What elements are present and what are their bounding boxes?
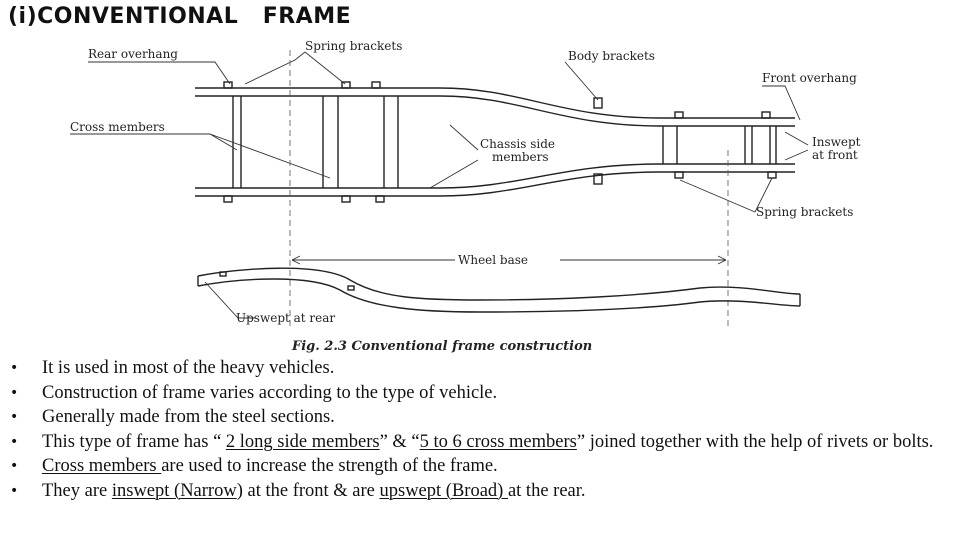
- bullet-dot: •: [10, 384, 19, 401]
- cross-member-3: [384, 96, 398, 188]
- bullet-dot: •: [10, 409, 19, 425]
- label-cross-members: Cross members: [70, 120, 165, 134]
- bullet-item: • Construction of frame varies according to the type of vehicle.: [10, 382, 498, 403]
- bracket: [768, 172, 776, 178]
- cross-member-1: [233, 96, 241, 188]
- bullet-dot: •: [10, 360, 19, 376]
- underline-cross-members: Cross members: [42, 456, 162, 476]
- cross-member-4: [663, 126, 677, 164]
- bracket: [675, 172, 683, 178]
- top-side-member: [195, 88, 795, 118]
- bracket: [376, 196, 384, 202]
- underline-inswept: inswept (Narrow: [111, 480, 237, 501]
- cross-member-6: [770, 126, 776, 164]
- bullet-item: • It is used in most of the heavy vehicles.: [10, 358, 335, 378]
- label-upswept: Upswept at rear: [236, 311, 336, 325]
- label-inswept-1: Inswept: [812, 135, 861, 149]
- bullet-item: • This type of frame has “ 2 long side members” & “5 to 6 cross members” joined together with the help of rivets or bolts.: [10, 431, 934, 452]
- label-chassis-side-1: Chassis side: [480, 137, 555, 151]
- bullet-item: • They are inswept (Narrow) at the front & are upswept (Broad) at the rear.: [10, 480, 586, 501]
- label-inswept-2: at front: [812, 148, 858, 162]
- label-rear-overhang: Rear overhang: [88, 47, 178, 61]
- bracket: [224, 82, 232, 88]
- bracket: [342, 196, 350, 202]
- label-wheel-base: Wheel base: [458, 253, 529, 267]
- cross-member-2: [323, 96, 338, 188]
- underline-cross-members-count: 5 to 6 cross members: [419, 431, 577, 452]
- label-chassis-side-2: members: [492, 150, 549, 164]
- bullet-list: [8, 358, 953, 505]
- label-body-brackets: Body brackets: [568, 49, 655, 63]
- bullet-dot: •: [10, 433, 19, 450]
- figure-caption: Fig. 2.3 Conventional frame construction: [292, 339, 593, 354]
- cross-member-5: [745, 126, 752, 164]
- label-spring-brackets-top: Spring brackets: [305, 39, 403, 53]
- bullet-item: • Cross members are used to increase the strength of the frame.: [10, 456, 498, 476]
- label-front-overhang: Front overhang: [762, 71, 857, 85]
- underline-upswept: upswept (Broad): [379, 480, 508, 501]
- underline-long-side-members: 2 long side members: [225, 431, 380, 452]
- bracket: [372, 82, 380, 88]
- bullet-dot: •: [10, 482, 19, 499]
- page-title: (i)CONVENTIONAL FRAME: [8, 4, 352, 29]
- bullet-item: • Generally made from the steel sections.: [10, 407, 335, 427]
- bracket: [224, 196, 232, 202]
- bracket: [675, 112, 683, 118]
- top-side-member-inner: [195, 96, 795, 126]
- bullet-dot: •: [10, 458, 19, 474]
- bottom-side-member: [195, 164, 795, 188]
- bracket: [762, 112, 770, 118]
- side-view-upper: [198, 268, 800, 300]
- label-spring-brackets-bottom: Spring brackets: [756, 205, 854, 219]
- side-view-lower: [198, 279, 800, 312]
